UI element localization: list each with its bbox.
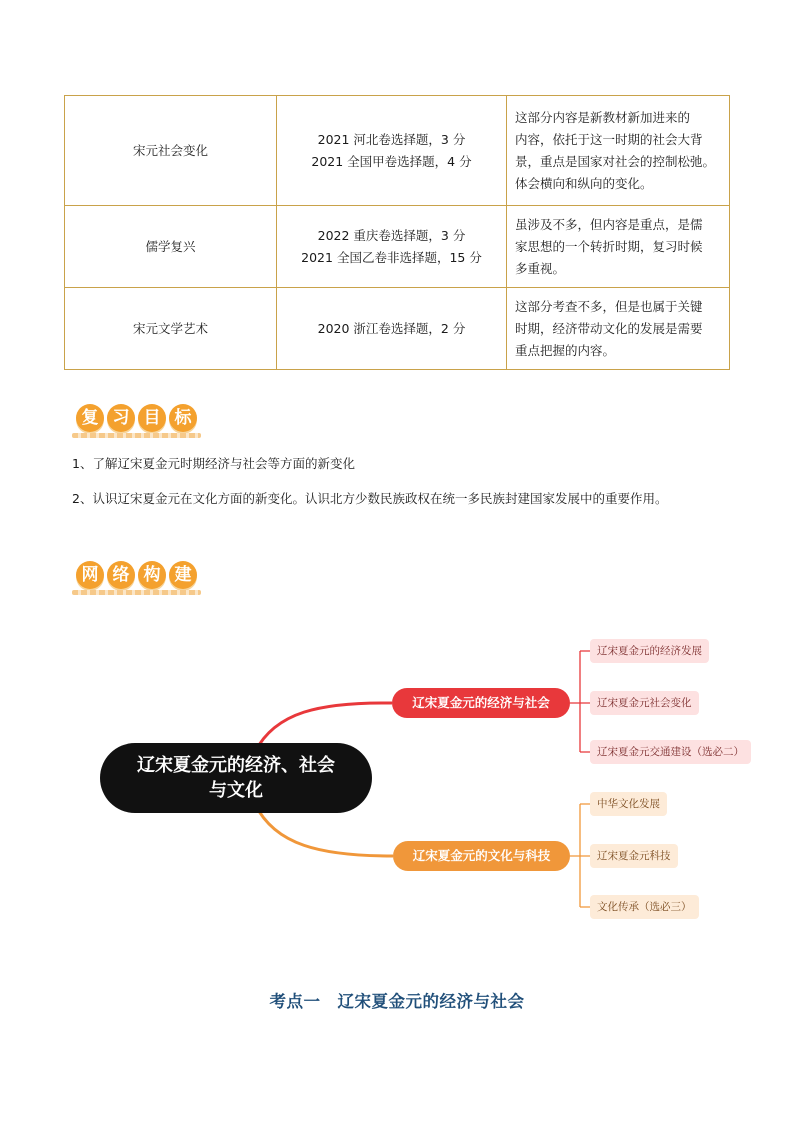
exam-analysis-table — [64, 95, 730, 370]
note-line: 体会横向和纵向的变化。 — [515, 175, 653, 191]
exam-line: 2021 全国甲卷选择题，4 分 — [311, 153, 472, 169]
note-cell — [507, 206, 730, 288]
exams-cell — [277, 96, 507, 206]
badge-char: 习 — [107, 404, 135, 432]
badge-underline — [72, 433, 201, 438]
topic-cell: 宋元文学艺术 — [65, 288, 277, 370]
note-line: 时期，经济带动文化的发展是需要 — [515, 320, 703, 336]
note-line: 内容，依托于这一时期的社会大背 — [515, 131, 703, 147]
badge-char: 标 — [169, 404, 197, 432]
mindmap-leaf: 文化传承（选必三） — [590, 895, 699, 919]
review-goals-badge — [76, 404, 197, 432]
review-goal-item: 2、认识辽宋夏金元在文化方面的新变化。认识北方少数民族政权在统一多民族封建国家发展中的重要作用。 — [72, 491, 668, 506]
topic-cell: 儒学复兴 — [65, 206, 277, 288]
network-badge — [76, 561, 197, 589]
note-cell — [507, 96, 730, 206]
topic-cell: 宋元社会变化 — [65, 96, 277, 206]
mindmap-leaf: 中华文化发展 — [590, 792, 667, 816]
mindmap-leaf: 辽宋夏金元社会变化 — [590, 691, 699, 715]
connector-branch1-leaves — [570, 651, 590, 752]
table-row — [65, 288, 730, 370]
note-line: 家思想的一个转折时期，复习时候 — [515, 238, 703, 254]
mindmap-leaf: 辽宋夏金元的经济发展 — [590, 639, 709, 663]
mindmap-leaf: 辽宋夏金元交通建设（选必二） — [590, 740, 751, 764]
badge-char: 网 — [76, 561, 104, 589]
table-row — [65, 206, 730, 288]
note-line: 这部分考查不多，但是也属于关键 — [515, 298, 703, 314]
badge-char: 络 — [107, 561, 135, 589]
connector-branch2-leaves — [570, 804, 590, 907]
exams-cell — [277, 206, 507, 288]
note-line: 重点把握的内容。 — [515, 342, 616, 358]
note-line: 这部分内容是新教材新加进来的 — [515, 109, 691, 125]
note-line: 景，重点是国家对社会的控制松弛。 — [515, 153, 716, 169]
section-title: 考点一 辽宋夏金元的经济与社会 — [269, 992, 525, 1011]
exam-line: 2021 全国乙卷非选择题，15 分 — [301, 249, 482, 265]
mindmap-branch-culture-technology: 辽宋夏金元的文化与科技 — [393, 841, 570, 871]
note-line: 虽涉及不多，但内容是重点，是儒 — [515, 216, 703, 232]
table-row — [65, 96, 730, 206]
badge-char: 目 — [138, 404, 166, 432]
exam-line: 2021 河北卷选择题，3 分 — [317, 131, 466, 147]
mindmap-leaf: 辽宋夏金元科技 — [590, 844, 678, 868]
note-cell — [507, 288, 730, 370]
badge-char: 复 — [76, 404, 104, 432]
exam-line: 2022 重庆卷选择题，3 分 — [317, 227, 466, 243]
exam-line: 2020 浙江卷选择题，2 分 — [317, 320, 466, 336]
review-goal-item: 1、了解辽宋夏金元时期经济与社会等方面的新变化 — [72, 456, 355, 471]
mindmap-central-node — [100, 743, 372, 813]
central-line: 与文化 — [209, 780, 263, 801]
badge-underline — [72, 590, 201, 595]
badge-char: 建 — [169, 561, 197, 589]
badge-char: 构 — [138, 561, 166, 589]
central-line: 辽宋夏金元的经济、社会 — [137, 755, 335, 776]
note-line: 多重视。 — [515, 260, 566, 276]
mindmap-branch-economy-society: 辽宋夏金元的经济与社会 — [392, 688, 570, 718]
exams-cell — [277, 288, 507, 370]
